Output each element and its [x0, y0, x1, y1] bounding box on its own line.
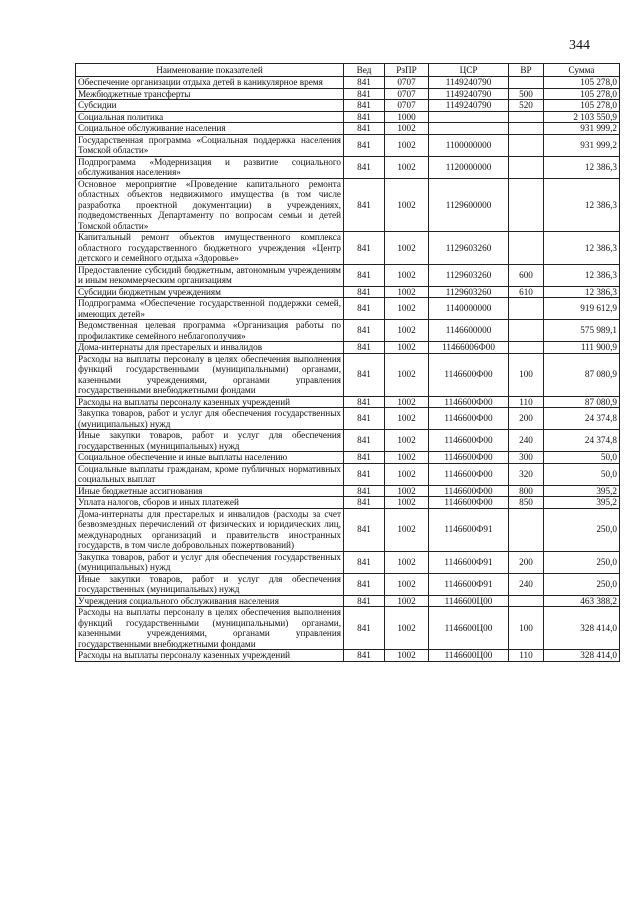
row-rzpr: 1002: [385, 551, 429, 573]
row-rzpr: 1002: [385, 123, 429, 135]
row-ved: 841: [344, 178, 385, 232]
row-ved: 841: [344, 573, 385, 595]
row-ved: 841: [344, 607, 385, 650]
row-name: Межбюджетные трансферты: [76, 88, 344, 100]
row-sum: 931 999,2: [544, 123, 620, 135]
table-row: [76, 111, 620, 123]
row-ved: 841: [344, 264, 385, 286]
row-name: Расходы на выплаты персоналу казенных учреждений: [76, 650, 344, 662]
row-sum: 24 374,8: [544, 408, 620, 430]
row-vr: 800: [509, 485, 544, 497]
row-csr: 1146600Ф00: [429, 430, 509, 452]
row-rzpr: 1002: [385, 156, 429, 178]
row-sum: 12 386,3: [544, 156, 620, 178]
row-vr: 300: [509, 452, 544, 464]
row-name: Закупка товаров, работ и услуг для обеспечения государственных (муниципальных) нужд: [76, 551, 344, 573]
row-ved: 841: [344, 485, 385, 497]
table-row: [76, 607, 620, 650]
row-ved: 841: [344, 551, 385, 573]
row-name: Основное мероприятие «Проведение капитального ремонта областных объектов недвижимого имущества (в том числе разработка проектной документации) в учреждениях, подведомственных Департаменту по вопросам семьи и детей Томской области»: [76, 178, 344, 232]
row-csr: 1120000000: [429, 156, 509, 178]
row-vr: [509, 595, 544, 607]
row-rzpr: 1002: [385, 430, 429, 452]
row-ved: 841: [344, 353, 385, 396]
row-csr: 1100000000: [429, 134, 509, 156]
row-ved: 841: [344, 298, 385, 320]
row-vr: [509, 320, 544, 342]
row-vr: 100: [509, 607, 544, 650]
row-sum: 395,2: [544, 485, 620, 497]
row-sum: 12 386,3: [544, 178, 620, 232]
row-rzpr: 1002: [385, 134, 429, 156]
row-vr: 500: [509, 88, 544, 100]
row-vr: 240: [509, 430, 544, 452]
row-ved: 841: [344, 232, 385, 265]
row-sum: 12 386,3: [544, 232, 620, 265]
row-vr: [509, 232, 544, 265]
table-row: [76, 497, 620, 509]
row-name: Расходы на выплаты персоналу в целях обеспечения выполнения функций государственными (муниципальными) органами, казенными учреждениями, органами управления государственными внебюджетными фондами: [76, 353, 344, 396]
row-vr: [509, 111, 544, 123]
row-sum: 12 386,3: [544, 286, 620, 298]
row-name: Государственная программа «Социальная поддержка населения Томской области»: [76, 134, 344, 156]
table-row: [76, 396, 620, 408]
row-ved: 841: [344, 77, 385, 89]
row-csr: 11466006Ф00: [429, 342, 509, 354]
row-name: Иные бюджетные ассигнования: [76, 485, 344, 497]
row-rzpr: 1002: [385, 353, 429, 396]
row-csr: 1146600Ф00: [429, 353, 509, 396]
row-sum: 931 999,2: [544, 134, 620, 156]
table-row: [76, 88, 620, 100]
row-ved: 841: [344, 156, 385, 178]
row-ved: 841: [344, 320, 385, 342]
row-vr: [509, 77, 544, 89]
row-vr: 240: [509, 573, 544, 595]
row-name: Обеспечение организации отдыха детей в каникулярное время: [76, 77, 344, 89]
row-name: Социальное обслуживание населения: [76, 123, 344, 135]
row-ved: 841: [344, 111, 385, 123]
row-sum: 250,0: [544, 551, 620, 573]
row-rzpr: 1002: [385, 232, 429, 265]
row-csr: 1146600Ф00: [429, 497, 509, 509]
row-csr: 1129603260: [429, 232, 509, 265]
row-rzpr: 1002: [385, 463, 429, 485]
table-row: [76, 485, 620, 497]
row-rzpr: 1002: [385, 573, 429, 595]
row-name: Социальные выплаты гражданам, кроме публичных нормативных социальных выплат: [76, 463, 344, 485]
row-csr: 1140000000: [429, 298, 509, 320]
row-ved: 841: [344, 134, 385, 156]
row-csr: [429, 111, 509, 123]
row-vr: [509, 342, 544, 354]
row-sum: 250,0: [544, 508, 620, 551]
row-csr: 1146600Ф00: [429, 463, 509, 485]
row-name: Социальная политика: [76, 111, 344, 123]
row-csr: 1146600000: [429, 320, 509, 342]
table-row: [76, 77, 620, 89]
row-sum: 50,0: [544, 463, 620, 485]
row-sum: 328 414,0: [544, 650, 620, 662]
row-vr: [509, 178, 544, 232]
row-sum: 87 080,9: [544, 353, 620, 396]
row-sum: 105 278,0: [544, 88, 620, 100]
row-sum: 463 388,2: [544, 595, 620, 607]
row-ved: 841: [344, 88, 385, 100]
table-row: [76, 573, 620, 595]
row-name: Субсидии: [76, 100, 344, 112]
row-rzpr: 1002: [385, 408, 429, 430]
row-ved: 841: [344, 408, 385, 430]
row-sum: 105 278,0: [544, 100, 620, 112]
row-sum: 12 386,3: [544, 264, 620, 286]
row-csr: 1146600Ц00: [429, 650, 509, 662]
row-ved: 841: [344, 595, 385, 607]
row-csr: 1146600Ф00: [429, 396, 509, 408]
row-sum: 575 989,1: [544, 320, 620, 342]
table-row: [76, 100, 620, 112]
row-csr: 1146600Ф00: [429, 485, 509, 497]
row-name: Дома-интернаты для престарелых и инвалидов (расходы за счет безвозмездных перечислений от физических и юридических лиц, международных организаций и правительств иностранных государств, в том числе добровольных пожертвований): [76, 508, 344, 551]
table-row: [76, 353, 620, 396]
row-vr: [509, 508, 544, 551]
row-name: Ведомственная целевая программа «Организация работы по профилактике семейного неблагополучия»: [76, 320, 344, 342]
row-vr: 200: [509, 408, 544, 430]
row-sum: 395,2: [544, 497, 620, 509]
table-row: [76, 156, 620, 178]
row-name: Уплата налогов, сборов и иных платежей: [76, 497, 344, 509]
row-rzpr: 1002: [385, 452, 429, 464]
row-csr: 1149240790: [429, 88, 509, 100]
row-ved: 841: [344, 452, 385, 464]
table-row: [76, 508, 620, 551]
table-row: [76, 595, 620, 607]
row-vr: [509, 298, 544, 320]
row-rzpr: 1002: [385, 298, 429, 320]
row-rzpr: 1002: [385, 178, 429, 232]
header-name: Наименование показателей: [76, 64, 344, 77]
row-sum: 105 278,0: [544, 77, 620, 89]
row-name: Подпрограмма «Модернизация и развитие социального обслуживания населения»: [76, 156, 344, 178]
row-ved: 841: [344, 497, 385, 509]
row-name: Дома-интернаты для престарелых и инвалидов: [76, 342, 344, 354]
row-ved: 841: [344, 650, 385, 662]
header-csr: ЦСР: [429, 64, 509, 77]
row-rzpr: 1002: [385, 508, 429, 551]
row-rzpr: 1002: [385, 607, 429, 650]
row-sum: 328 414,0: [544, 607, 620, 650]
row-name: Расходы на выплаты персоналу в целях обеспечения выполнения функций государственными (муниципальными) органами, казенными учреждениями, органами управления государственными внебюджетными фондами: [76, 607, 344, 650]
row-name: Предоставление субсидий бюджетным, автономным учреждениям и иным некоммерческим организациям: [76, 264, 344, 286]
row-csr: 1146600Ф00: [429, 452, 509, 464]
header-ved: Вед: [344, 64, 385, 77]
row-vr: [509, 123, 544, 135]
budget-table: [75, 63, 620, 662]
row-ved: 841: [344, 100, 385, 112]
row-rzpr: 0707: [385, 100, 429, 112]
table-row: [76, 342, 620, 354]
row-sum: 50,0: [544, 452, 620, 464]
row-ved: 841: [344, 396, 385, 408]
row-csr: 1146600Ф91: [429, 573, 509, 595]
row-csr: 1146600Ц00: [429, 607, 509, 650]
page-number: 344: [569, 38, 590, 53]
row-vr: 520: [509, 100, 544, 112]
row-rzpr: 1002: [385, 342, 429, 354]
row-vr: 110: [509, 650, 544, 662]
row-csr: 1146600Ф91: [429, 551, 509, 573]
table-row: [76, 178, 620, 232]
row-csr: 1146600Ф00: [429, 408, 509, 430]
row-csr: 1149240790: [429, 100, 509, 112]
row-csr: 1146600Ц00: [429, 595, 509, 607]
row-rzpr: 1002: [385, 396, 429, 408]
row-sum: 250,0: [544, 573, 620, 595]
row-vr: 110: [509, 396, 544, 408]
header-sum: Сумма: [544, 64, 620, 77]
row-vr: [509, 156, 544, 178]
row-csr: 1129603260: [429, 286, 509, 298]
row-name: Учреждения социального обслуживания населения: [76, 595, 344, 607]
row-name: Социальное обеспечение и иные выплаты населению: [76, 452, 344, 464]
table-row: [76, 320, 620, 342]
header-rzpr: РзПР: [385, 64, 429, 77]
row-rzpr: 1002: [385, 497, 429, 509]
row-vr: 850: [509, 497, 544, 509]
row-ved: 841: [344, 430, 385, 452]
row-sum: 24 374,8: [544, 430, 620, 452]
row-rzpr: 1002: [385, 595, 429, 607]
row-vr: 610: [509, 286, 544, 298]
row-csr: 1146600Ф91: [429, 508, 509, 551]
row-name: Иные закупки товаров, работ и услуг для обеспечения государственных (муниципальных) нужд: [76, 573, 344, 595]
table-row: [76, 452, 620, 464]
row-vr: 600: [509, 264, 544, 286]
row-ved: 841: [344, 286, 385, 298]
row-name: Субсидии бюджетным учреждениям: [76, 286, 344, 298]
header-vr: ВР: [509, 64, 544, 77]
table-row: [76, 650, 620, 662]
table-row: [76, 286, 620, 298]
row-rzpr: 1002: [385, 264, 429, 286]
table-row: [76, 232, 620, 265]
row-name: Расходы на выплаты персоналу казенных учреждений: [76, 396, 344, 408]
table-row: [76, 551, 620, 573]
row-rzpr: 1002: [385, 650, 429, 662]
row-ved: 841: [344, 342, 385, 354]
table-header-row: [76, 64, 620, 77]
row-csr: 1129600000: [429, 178, 509, 232]
row-ved: 841: [344, 508, 385, 551]
row-name: Закупка товаров, работ и услуг для обеспечения государственных (муниципальных) нужд: [76, 408, 344, 430]
row-sum: 87 080,9: [544, 396, 620, 408]
row-vr: 200: [509, 551, 544, 573]
row-name: Подпрограмма «Обеспечение государственной поддержки семей, имеющих детей»: [76, 298, 344, 320]
row-rzpr: 1002: [385, 485, 429, 497]
row-sum: 919 612,9: [544, 298, 620, 320]
row-rzpr: 0707: [385, 77, 429, 89]
row-vr: 100: [509, 353, 544, 396]
row-csr: 1129603260: [429, 264, 509, 286]
row-ved: 841: [344, 463, 385, 485]
row-rzpr: 0707: [385, 88, 429, 100]
table-row: [76, 408, 620, 430]
table-row: [76, 264, 620, 286]
row-name: Иные закупки товаров, работ и услуг для обеспечения государственных (муниципальных) нужд: [76, 430, 344, 452]
row-rzpr: 1002: [385, 286, 429, 298]
row-rzpr: 1002: [385, 320, 429, 342]
row-csr: 1149240790: [429, 77, 509, 89]
row-sum: 111 900,9: [544, 342, 620, 354]
row-vr: [509, 134, 544, 156]
table-row: [76, 134, 620, 156]
row-ved: 841: [344, 123, 385, 135]
row-vr: 320: [509, 463, 544, 485]
row-rzpr: 1000: [385, 111, 429, 123]
table-row: [76, 430, 620, 452]
row-sum: 2 103 550,9: [544, 111, 620, 123]
table-row: [76, 298, 620, 320]
table-row: [76, 123, 620, 135]
table-row: [76, 463, 620, 485]
row-csr: [429, 123, 509, 135]
row-name: Капитальный ремонт объектов имущественного комплекса областного государственного бюджетного учреждения «Центр детского и семейного отдыха «Здоровье»: [76, 232, 344, 265]
